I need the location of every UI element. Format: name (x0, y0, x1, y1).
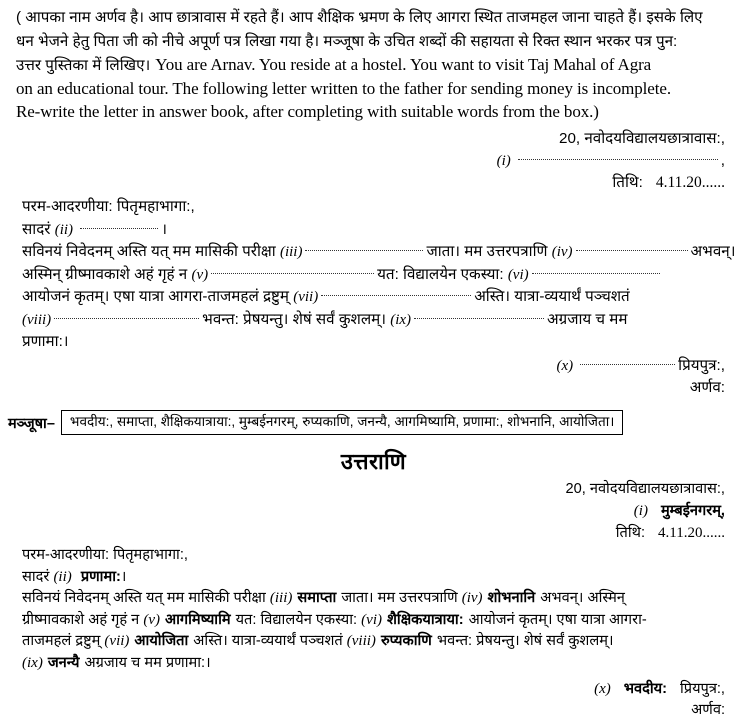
blank-line-ii[interactable] (80, 220, 158, 229)
intro-line-5 (16, 100, 738, 124)
a-text-1a: सविनयं निवेदनम् अस्ति यत् मम मासिकी परीक्षा (22, 590, 270, 606)
answer-value-ii: प्रणामा: (80, 568, 121, 585)
answer-marker-x: (x) (594, 681, 611, 697)
q-text-4a: भवन्त: प्रेषयन्तु। शेषं सर्वं कुशलम्। (202, 310, 391, 328)
blank-trailing-comma: , (720, 152, 725, 169)
manjusha-words: भवदीय:, समाप्ता, शैक्षिकयात्राया:, मुम्बईनगरम्, रुप्यकाणि, जनन्यै, आगमिष्यामि, प्रणामा:, शोभनानि, आयोजिता। (69, 414, 615, 429)
answer-marker-ix: (ix) (22, 654, 43, 671)
intro-line-1 (16, 6, 738, 30)
blank-marker-i: (i) (496, 153, 511, 169)
blank-marker-x: (x) (556, 358, 574, 374)
intro-english-3: Re-write the letter in answer book, after completing with suitable words from the box.) (16, 102, 599, 121)
answer-marker-v: (v) (143, 611, 160, 628)
q-text-2b: यत: विद्यालयेन एकस्या: (377, 265, 508, 283)
blank-line-x[interactable] (580, 356, 675, 365)
question-closing-row (557, 355, 726, 377)
blank-line-ix[interactable] (414, 310, 544, 319)
a-text-3b: अस्ति। यात्रा-व्ययार्थं पञ्चशतं (193, 633, 347, 649)
intro-english-2: on an educational tour. The following letter written to the father for sending money is incomplete. (16, 78, 671, 98)
blank-line-vi[interactable] (532, 265, 660, 274)
answer-address-answer-row (566, 500, 726, 522)
question-closing-block (557, 355, 726, 399)
answer-body-line-3 (22, 631, 738, 653)
intro-line-3 (16, 53, 738, 77)
q-text-1c: अभवन्। (690, 243, 736, 260)
blank-line-iii[interactable] (305, 242, 423, 251)
answer-closing-row (594, 678, 725, 700)
answer-body-line-4 (22, 653, 738, 675)
question-sadaram-line (22, 219, 738, 242)
answer-marker-vii: (vii) (104, 633, 130, 649)
answer-address-line-1: 20, नवोदयविद्यालयछात्रावास:, (565, 481, 725, 497)
answer-closing-block (594, 678, 725, 721)
a-text-3c: भवन्त: प्रेषयन्तु। शेषं सर्वं कुशलम्। (436, 633, 614, 649)
intro-line-4 (16, 77, 738, 101)
q-text-5a: प्रणामा:। (22, 333, 69, 350)
intro-line-2 (16, 30, 738, 54)
answer-closing-name: अर्णव: (691, 701, 725, 718)
intro-hindi-2: धन भेजने हेतु पिता जी को नीचे अपूर्ण पत्र लिखा गया है। मञ्जूषा के उचित शब्दों की सहायता से रिक्त स्थान भरकर पत्र पुन: (16, 32, 678, 50)
a-text-2a: ग्रीष्मावकाशे अहं गृहं न (22, 611, 144, 628)
question-closing-name: अर्णव: (689, 379, 725, 396)
answer-sadaram-line (22, 567, 738, 589)
question-body-line-1 (22, 241, 738, 264)
question-date-row (497, 172, 725, 194)
intro-hindi-1: ( आपका नाम अर्णव है। आप छात्रावास में रहते हैं। आप शैक्षिक भ्रमण के लिए आगरा स्थित ताजमहल जाना चाहते हैं। इसके लिए (16, 9, 703, 26)
answer-value-v: आगमिष्यामि (165, 611, 231, 628)
answer-date-row (566, 522, 726, 544)
answer-body-line-2 (22, 610, 738, 632)
blank-marker-v: (v) (191, 266, 209, 283)
q-text-1b: जाता। मम उत्तरपत्राणि (426, 243, 552, 260)
blank-line-i[interactable] (518, 151, 718, 160)
answer-marker-iv: (iv) (461, 590, 483, 606)
q-text-3a: आयोजनं कृतम्। एषा यात्रा आगरा-ताजमहलं द्रष्टुम् (22, 288, 294, 305)
sadaram-label: सादरं (22, 220, 51, 238)
answer-sadaram-label: सादरं (22, 568, 50, 585)
a-text-4a: अग्रजाय च मम प्रणामा:। (84, 654, 211, 671)
answer-value-iii: समाप्ता (297, 590, 337, 606)
blank-marker-viii: (viii) (22, 311, 52, 328)
answer-marker-vi: (vi) (361, 611, 382, 628)
question-body-line-5 (22, 331, 738, 354)
blank-marker-vi: (vi) (507, 266, 529, 283)
q-text-1a: सविनयं निवेदनम् अस्ति यत् मम मासिकी परीक्षा (22, 243, 280, 260)
a-text-1b: जाता। मम उत्तरपत्राणि (341, 590, 462, 606)
manjusha-word-box (61, 410, 624, 435)
q-text-3b: अस्ति। यात्रा-व्ययार्थं पञ्चशतं (474, 288, 630, 305)
manjusha-section (8, 410, 623, 435)
a-text-2b: यत: विद्यालयेन एकस्या: (235, 611, 362, 628)
date-value: 4.11.20...... (655, 174, 725, 191)
answer-sadaram-end: । (120, 568, 127, 585)
question-body-line-4 (22, 309, 738, 332)
answer-value-viii: रुप्यकाणि (380, 633, 432, 649)
blank-marker-ix: (ix) (390, 311, 412, 328)
question-body-line-2 (22, 264, 738, 287)
q-text-2a: अस्मिन् ग्रीष्मावकाशे अहं गृहं न (22, 265, 192, 283)
answer-address-block (566, 478, 726, 544)
answer-value-x: भवदीय: (623, 681, 667, 697)
answer-closing-label: प्रियपुत्र:, (679, 681, 725, 697)
answer-marker-i: (i) (633, 503, 648, 519)
a-text-3a: ताजमहलं द्रष्टुम् (22, 633, 105, 649)
answer-value-ix: जनन्यै (47, 654, 80, 671)
blank-marker-iv: (iv) (551, 244, 573, 260)
blank-line-iv[interactable] (576, 242, 688, 251)
answer-body-line-1 (22, 588, 738, 610)
answer-marker-iii: (iii) (269, 590, 293, 606)
blank-line-viii[interactable] (54, 310, 199, 319)
question-body-line-3 (22, 286, 738, 309)
question-salutation (22, 196, 738, 219)
intro-english-1: You are Arnav. You reside at a hostel. You want to visit Taj Mahal of Agra (155, 55, 652, 74)
answer-date-value: 4.11.20...... (658, 525, 725, 541)
blank-marker-ii: (ii) (54, 221, 74, 238)
answer-value-iv: शोभनानि (487, 590, 536, 606)
answer-marker-viii: (viii) (346, 633, 376, 649)
answer-marker-ii: (ii) (53, 568, 72, 585)
blank-marker-vii: (vii) (293, 289, 319, 305)
answer-value-i: मुम्बईनगरम्, (660, 503, 725, 519)
blank-line-v[interactable] (211, 265, 374, 274)
blank-line-vii[interactable] (321, 287, 471, 296)
sadaram-end: । (161, 220, 168, 238)
question-address-line-1: 20, नवोदयविद्यालयछात्रावास:, (559, 130, 725, 147)
question-closing-label: प्रियपुत्र:, (678, 357, 725, 374)
question-address-blank-row (497, 150, 725, 172)
question-letter-body (22, 196, 738, 354)
date-label: तिथि: (612, 174, 643, 191)
a-text-1c: अभवन्। अस्मिन् (540, 590, 625, 606)
intro-paragraph (16, 6, 738, 124)
answer-date-label: तिथि: (615, 525, 646, 541)
answers-heading: उत्तराणि (340, 449, 407, 474)
question-salutation-text: परम-आदरणीया: पितृमहाभागा:, (22, 198, 195, 215)
a-text-2c: आयोजनं कृतम्। एषा यात्रा आगरा- (468, 611, 647, 628)
manjusha-label: मञ्जूषा– (8, 415, 55, 432)
answer-letter-body (22, 545, 738, 674)
intro-hindi-3: उत्तर पुस्तिका में लिखिए। (16, 57, 151, 74)
answer-value-vii: आयोजिता (134, 633, 189, 649)
answer-salutation: परम-आदरणीया: पितृमहाभागा:, (22, 547, 188, 563)
answer-value-vi: शैक्षिकयात्राया: (387, 611, 464, 628)
q-text-4b: अग्रजाय च मम (547, 310, 628, 328)
question-address-block (497, 128, 725, 194)
blank-marker-iii: (iii) (279, 244, 303, 260)
